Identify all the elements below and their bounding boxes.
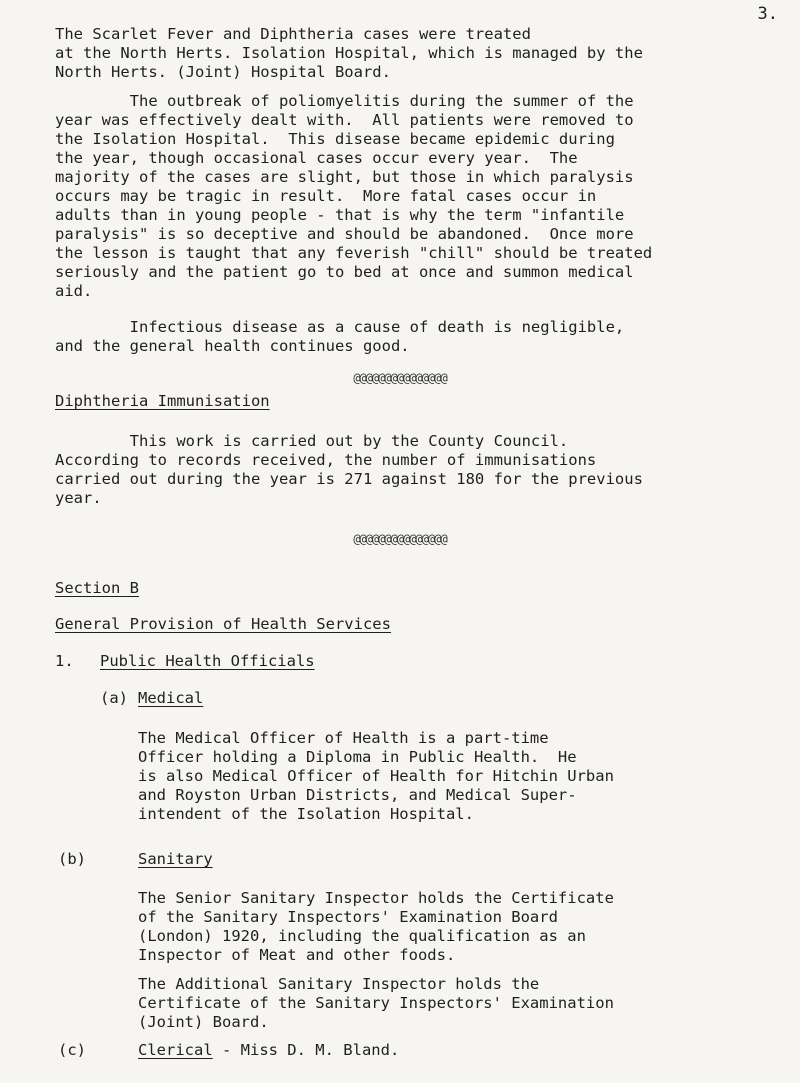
item-label-b: (b) [58, 850, 86, 868]
item-label-c: (c) [58, 1041, 86, 1059]
separator: @@@@@@@@@@@@@@@ [353, 532, 447, 546]
sanitary-heading: Sanitary [138, 850, 213, 868]
clerical-line [138, 1041, 778, 1060]
clerical-text: - Miss D. M. Bland. [212, 1041, 400, 1059]
item-number: 1. [55, 652, 74, 670]
paragraph-diphtheria: This work is carried out by the County Council. According to records received, the number of immunisations carried out during the year is 271 against 180 for the previous year. [55, 432, 643, 507]
sanitary-paragraph-senior: The Senior Sanitary Inspector holds the Certificate of the Sanitary Inspectors' Examination Board (London) 1920, including the qualification as an Inspector of Meat and other foods. [138, 889, 614, 964]
medical-paragraph: The Medical Officer of Health is a part-time Officer holding a Diploma in Public Health. He is also Medical Officer of Health for Hitchin Urban and Royston Urban Districts, and Medical Super- intendent of the Isolation Hospital. [138, 729, 614, 823]
paragraph-poliomyelitis: The outbreak of poliomyelitis during the summer of the year was effectively dealt with. All patients were removed to the Isolation Hospital. This disease became epidemic during the year, though occasional cases occur every year. The majority of the cases are slight, but those in which paralysis occurs may be tragic in result. More fatal cases occur in adults than in young people - that is why the term "infantile paralysis" is so deceptive and should be abandoned. Once more the lesson is taught that any feverish "chill" should be treated seriously and the patient go to bed at once and summon medical aid. [55, 92, 653, 300]
paragraph-infectious-disease: Infectious disease as a cause of death is negligible, and the general health continues good. [55, 318, 625, 355]
general-provision-heading: General Provision of Health Services [55, 615, 391, 633]
item-label-a: (a) [100, 689, 128, 707]
diphtheria-heading: Diphtheria Immunisation [55, 392, 270, 410]
paragraph-scarlet-fever: The Scarlet Fever and Diphtheria cases were treated at the North Herts. Isolation Hospital, which is managed by the North Herts. (Joint) Hospital Board. [55, 25, 643, 81]
clerical-heading: Clerical [138, 1041, 213, 1059]
page-number: 3. [757, 4, 778, 24]
medical-heading: Medical [138, 689, 204, 707]
sanitary-paragraph-additional: The Additional Sanitary Inspector holds the Certificate of the Sanitary Inspectors' Examination (Joint) Board. [138, 975, 614, 1031]
separator: @@@@@@@@@@@@@@@ [353, 371, 447, 385]
public-health-officials-heading: Public Health Officials [100, 652, 315, 670]
section-b-heading: Section B [55, 579, 139, 597]
